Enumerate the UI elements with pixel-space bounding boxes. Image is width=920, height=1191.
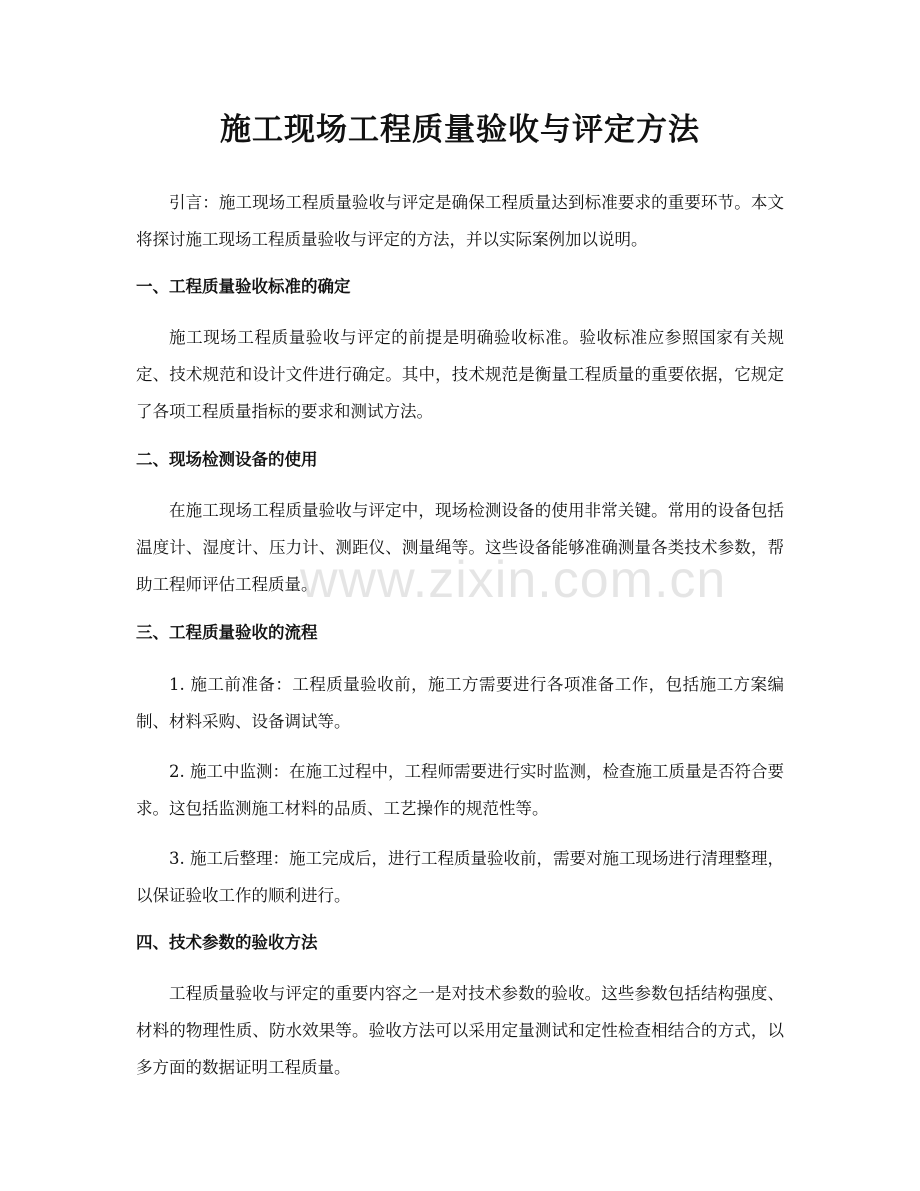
section-3-item-1 (136, 666, 784, 740)
section-3-paragraph-2: 2. 施工中监测：在施工过程中，工程师需要进行实时监测，检查施工质量是否符合要求。这包括监测施工材料的品质、工艺操作的规范性等。 (136, 762, 784, 818)
section-3-item-3 (136, 840, 784, 914)
section-3-paragraph-1: 1. 施工前准备：工程质量验收前，施工方需要进行各项准备工作，包括施工方案编制、材料采购、设备调试等。 (136, 675, 784, 731)
section-3-heading: 三、工程质量验收的流程 (136, 623, 318, 642)
section-4-paragraph-1: 工程质量验收与评定的重要内容之一是对技术参数的验收。这些参数包括结构强度、材料的物理性质、防水效果等。验收方法可以采用定量测试和定性检查相结合的方式，以多方面的数据证明工程质量。 (136, 984, 784, 1077)
section-2-body (136, 492, 784, 603)
section-2-paragraph-1: 在施工现场工程质量验收与评定中，现场检测设备的使用非常关键。常用的设备包括温度计、湿度计、压力计、测距仪、测量绳等。这些设备能够准确测量各类技术参数，帮助工程师评估工程质量。 (136, 501, 784, 594)
section-3-item-2 (136, 753, 784, 827)
section-3-paragraph-3: 3. 施工后整理：施工完成后，进行工程质量验收前，需要对施工现场进行清理整理，以保证验收工作的顺利进行。 (136, 849, 784, 905)
document-title: 施工现场工程质量验收与评定方法 (220, 112, 700, 148)
section-3-heading-block (136, 618, 784, 648)
watermark-text: www.zixin.com.cn (300, 551, 727, 609)
section-4-body (136, 975, 784, 1086)
section-1-heading-block (136, 272, 784, 302)
intro-block (136, 184, 784, 258)
section-4-heading: 四、技术参数的验收方法 (136, 933, 318, 952)
intro-paragraph: 引言：施工现场工程质量验收与评定是确保工程质量达到标准要求的重要环节。本文将探讨施工现场工程质量验收与评定的方法，并以实际案例加以说明。 (136, 193, 784, 249)
section-1-paragraph-1: 施工现场工程质量验收与评定的前提是明确验收标准。验收标准应参照国家有关规定、技术规范和设计文件进行确定。其中，技术规范是衡量工程质量的重要依据，它规定了各项工程质量指标的要求和测试方法。 (136, 328, 784, 421)
section-1-body (136, 319, 784, 430)
section-2-heading: 二、现场检测设备的使用 (136, 450, 318, 469)
section-2-heading-block (136, 445, 784, 475)
section-1-heading: 一、工程质量验收标准的确定 (136, 277, 351, 296)
section-4-heading-block (136, 928, 784, 958)
